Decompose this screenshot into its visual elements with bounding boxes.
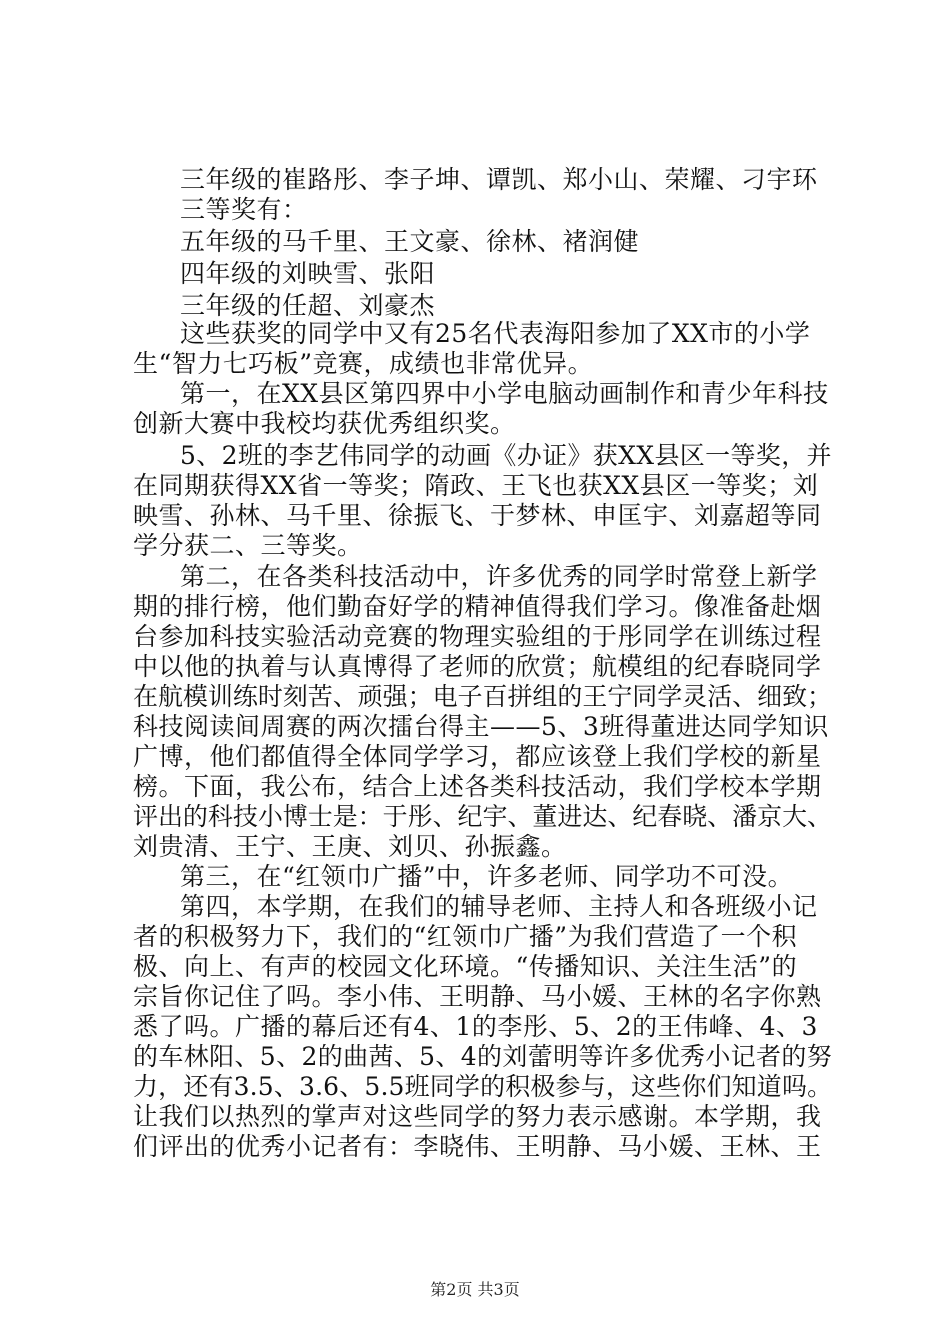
text-line: 们评出的优秀小记者有：李晓伟、王明静、马小媛、王林、王: [133, 1132, 822, 1161]
text-line: 三等奖有：: [180, 195, 308, 224]
text-line: 中以他的执着与认真博得了老师的欣赏；航模组的纪春晓同学: [133, 652, 822, 681]
text-line: 第三，在“红领巾广播”中，许多老师、同学功不可没。: [180, 862, 794, 891]
text-line: 评出的科技小博士是：于彤、纪宇、董进达、纪春晓、潘京大、: [133, 802, 833, 831]
text-line: 第二，在各类科技活动中，许多优秀的同学时常登上新学: [180, 562, 818, 591]
text-line: 三年级的崔路彤、李子坤、谭凯、郑小山、荣耀、刁宇环: [180, 165, 818, 194]
text-line: 生“智力七巧板”竞赛，成绩也非常优异。: [133, 349, 594, 378]
text-line: 期的排行榜，他们勤奋好学的精神值得我们学习。像准备赴烟: [133, 592, 822, 621]
text-line: 创新大赛中我校均获优秀组织奖。: [133, 409, 516, 438]
text-line: 让我们以热烈的掌声对这些同学的努力表示感谢。本学期，我: [133, 1102, 822, 1131]
text-line: 刘贵清、王宁、王庚、刘贝、孙振鑫。: [133, 832, 567, 861]
text-line: 科技阅读间周赛的两次擂台得主——5、3班得董进达同学知识: [133, 712, 829, 741]
text-line: 极、向上、有声的校园文化环境。“传播知识、关注生活”的: [133, 952, 798, 981]
text-line: 台参加科技实验活动竞赛的物理实验组的于彤同学在训练过程: [133, 622, 822, 651]
text-line: 五年级的马千里、王文豪、徐林、褚润健: [180, 227, 640, 256]
text-line: 在同期获得XX省一等奖；隋政、王飞也获XX县区一等奖；刘: [133, 471, 819, 500]
text-line: 5、2班的李艺伟同学的动画《办证》获XX县区一等奖，并: [180, 441, 832, 470]
text-line: 力，还有3.5、3.6、5.5班同学的积极参与，这些你们知道吗。: [133, 1072, 833, 1101]
text-line: 在航模训练时刻苦、顽强；电子百拼组的王宁同学灵活、细致；: [133, 682, 833, 711]
page-footer: 第2页 共3页: [430, 1280, 520, 1299]
text-line: 第四，本学期，在我们的辅导老师、主持人和各班级小记: [180, 892, 818, 921]
text-line: 榜。下面，我公布，结合上述各类科技活动，我们学校本学期: [133, 772, 822, 801]
text-line: 的车林阳、5、2的曲茜、5、4的刘蕾明等许多优秀小记者的努: [133, 1042, 833, 1071]
text-line: 学分获二、三等奖。: [133, 531, 363, 560]
text-line: 广博，他们都值得全体同学学习，都应该登上我们学校的新星: [133, 742, 822, 771]
text-line: 四年级的刘映雪、张阳: [180, 259, 436, 288]
text-line: 映雪、孙林、马千里、徐振飞、于梦林、申匡宇、刘嘉超等同: [133, 501, 822, 530]
text-line: 这些获奖的同学中又有25名代表海阳参加了XX市的小学: [180, 319, 811, 348]
text-line: 宗旨你记住了吗。李小伟、王明静、马小媛、王林的名字你熟: [133, 982, 822, 1011]
text-line: 三年级的任超、刘豪杰: [180, 291, 436, 320]
text-line: 第一，在XX县区第四界中小学电脑动画制作和青少年科技: [180, 379, 829, 408]
text-line: 者的积极努力下，我们的“红领巾广播”为我们营造了一个积: [133, 922, 798, 951]
text-line: 悉了吗。广播的幕后还有4、1的李彤、5、2的王伟峰、4、3: [133, 1012, 818, 1041]
